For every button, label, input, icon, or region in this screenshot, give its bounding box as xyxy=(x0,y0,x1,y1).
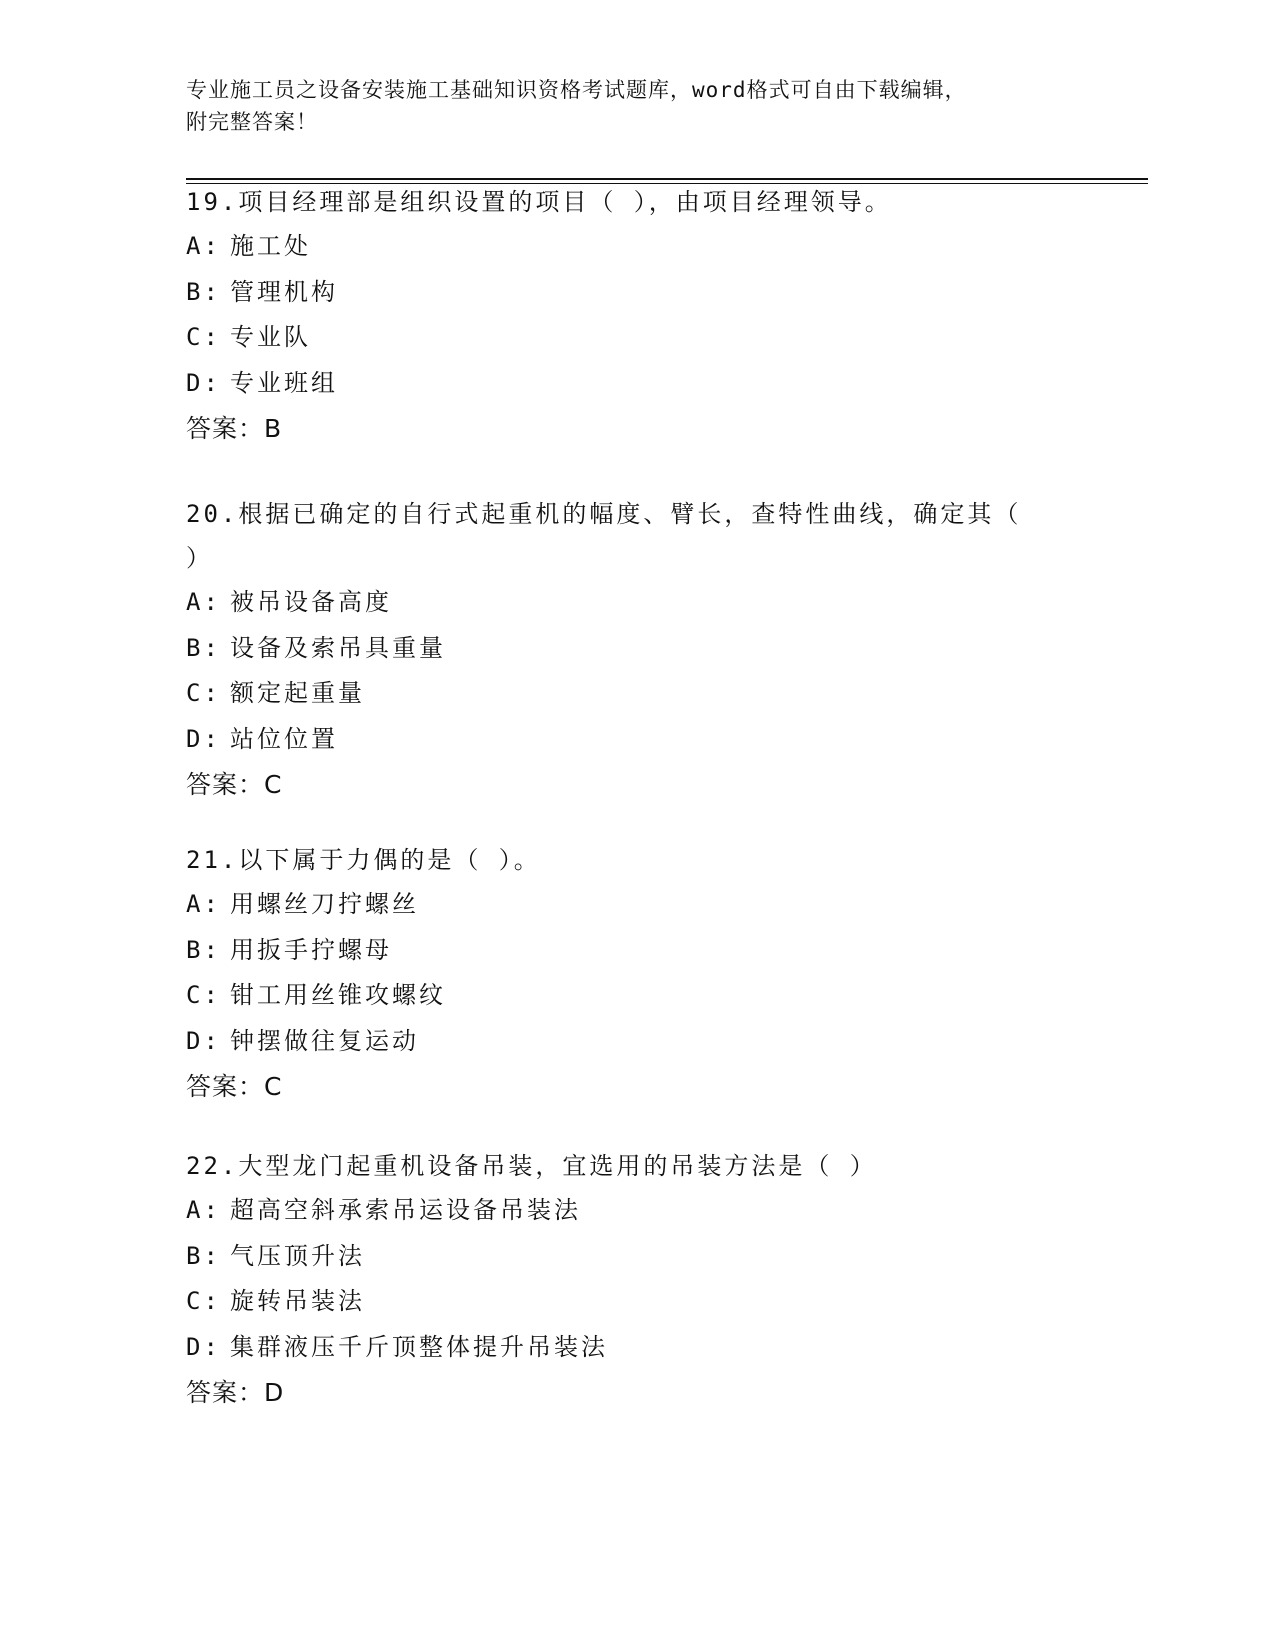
answer-line: 答案：C xyxy=(186,770,283,799)
option-c xyxy=(186,973,1086,1019)
option-c xyxy=(186,671,1086,717)
option-text: 气压顶升法 xyxy=(230,1241,365,1270)
document-header xyxy=(186,74,1126,138)
option-letter: B: xyxy=(186,277,221,306)
option-letter: D: xyxy=(186,1332,221,1361)
option-c xyxy=(186,315,1086,361)
answer-line: 答案：D xyxy=(186,1378,285,1407)
question-stem: 21.以下属于力偶的是（ ）。 xyxy=(186,846,541,874)
option-text: 专业队 xyxy=(230,323,311,351)
option-text: 被吊设备高度 xyxy=(230,588,392,616)
option-text: 用扳手拧螺母 xyxy=(230,935,392,964)
option-letter: A: xyxy=(186,588,221,616)
option-text: 站位位置 xyxy=(230,724,338,753)
option-b xyxy=(186,1234,1086,1280)
option-letter: D: xyxy=(186,1026,221,1055)
option-letter: A: xyxy=(186,232,221,260)
option-letter: D: xyxy=(186,724,221,753)
option-c xyxy=(186,1279,1086,1325)
option-letter: C: xyxy=(186,1287,221,1315)
option-text: 用螺丝刀拧螺丝 xyxy=(230,890,419,918)
option-text: 钟摆做往复运动 xyxy=(230,1026,419,1055)
option-text: 施工处 xyxy=(230,232,311,260)
question-stem: 19.项目经理部是组织设置的项目（ ），由项目经理领导。 xyxy=(186,188,892,216)
option-d xyxy=(186,717,1086,763)
option-a xyxy=(186,580,1086,626)
question-stem: 22.大型龙门起重机设备吊装，宜选用的吊装方法是（ ） xyxy=(186,1152,877,1180)
option-text: 集群液压千斤顶整体提升吊装法 xyxy=(230,1332,608,1361)
option-letter: C: xyxy=(186,679,221,707)
option-a xyxy=(186,882,1086,928)
option-letter: B: xyxy=(186,1241,221,1270)
question-stem-continuation: ） xyxy=(186,544,213,572)
option-letter: C: xyxy=(186,323,221,351)
option-letter: B: xyxy=(186,633,221,662)
option-text: 超高空斜承索吊运设备吊装法 xyxy=(230,1196,581,1224)
header-line-1: 专业施工员之设备安装施工基础知识资格考试题库，word格式可自由下载编辑， xyxy=(186,78,967,102)
option-text: 设备及索吊具重量 xyxy=(230,633,446,662)
question-19 xyxy=(186,180,1086,452)
option-letter: B: xyxy=(186,935,221,964)
answer-line: 答案：B xyxy=(186,414,283,443)
option-b xyxy=(186,270,1086,316)
option-d xyxy=(186,361,1086,407)
answer-line: 答案：C xyxy=(186,1072,283,1101)
option-b xyxy=(186,928,1086,974)
question-22 xyxy=(186,1144,1086,1416)
option-text: 钳工用丝锥攻螺纹 xyxy=(230,981,446,1009)
question-20 xyxy=(186,492,1086,808)
option-letter: D: xyxy=(186,368,221,397)
question-stem: 20.根据已确定的自行式起重机的幅度、臂长，查特性曲线，确定其（ xyxy=(186,500,1022,528)
option-a xyxy=(186,1188,1086,1234)
option-letter: C: xyxy=(186,981,221,1009)
option-text: 额定起重量 xyxy=(230,679,365,707)
header-line-2: 附完整答案！ xyxy=(186,110,318,134)
option-text: 专业班组 xyxy=(230,368,338,397)
option-text: 管理机构 xyxy=(230,277,338,306)
question-21 xyxy=(186,838,1086,1110)
option-letter: A: xyxy=(186,1196,221,1224)
option-text: 旋转吊装法 xyxy=(230,1287,365,1315)
option-letter: A: xyxy=(186,890,221,918)
option-b xyxy=(186,626,1086,672)
option-d xyxy=(186,1019,1086,1065)
option-d xyxy=(186,1325,1086,1371)
option-a xyxy=(186,224,1086,270)
